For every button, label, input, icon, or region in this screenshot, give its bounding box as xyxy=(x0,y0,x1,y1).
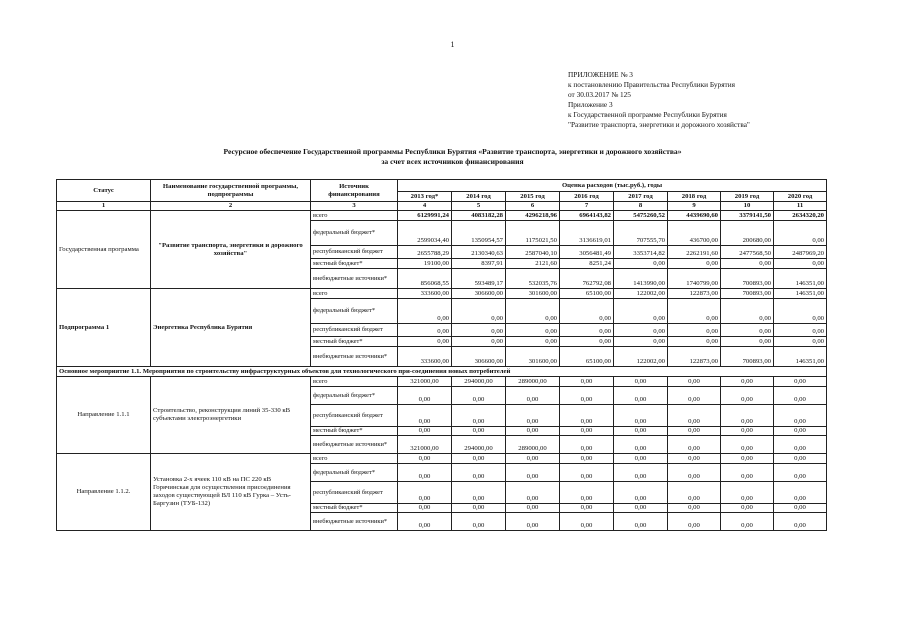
table-row xyxy=(57,454,827,464)
value-cell: 333600,00 xyxy=(398,289,452,299)
value-cell: 0,00 xyxy=(452,337,506,347)
value-cell: 0,00 xyxy=(398,482,452,504)
value-cell: 0,00 xyxy=(774,299,827,324)
value-cell: 0,00 xyxy=(774,504,827,513)
value-cell: 8251,24 xyxy=(560,259,614,269)
value-cell: 707555,70 xyxy=(614,221,668,246)
value-cell: 700893,00 xyxy=(721,347,774,367)
funding-source: всего xyxy=(311,377,398,387)
value-cell: 0,00 xyxy=(452,299,506,324)
value-cell: 0,00 xyxy=(668,299,721,324)
value-cell: 0,00 xyxy=(560,387,614,405)
value-cell: 289000,00 xyxy=(506,377,560,387)
value-cell: 0,00 xyxy=(774,387,827,405)
value-cell: 0,00 xyxy=(721,436,774,454)
value-cell: 0,00 xyxy=(668,454,721,464)
value-cell: 0,00 xyxy=(721,464,774,482)
appendix-line: "Развитие транспорта, энергетики и дорожного хозяйства" xyxy=(568,120,750,129)
value-cell: 0,00 xyxy=(398,299,452,324)
value-cell: 4083182,28 xyxy=(452,211,506,221)
value-cell: 122002,00 xyxy=(614,289,668,299)
value-cell: 0,00 xyxy=(721,427,774,436)
value-cell: 6129991,24 xyxy=(398,211,452,221)
value-cell: 0,00 xyxy=(560,405,614,427)
value-cell: 0,00 xyxy=(721,324,774,337)
funding-source: федеральный бюджет* xyxy=(311,299,398,324)
value-cell: 2599034,40 xyxy=(398,221,452,246)
value-cell: 2487969,20 xyxy=(774,246,827,259)
header-year: 2014 год xyxy=(452,192,506,202)
value-cell: 532035,76 xyxy=(506,269,560,289)
value-cell: 0,00 xyxy=(774,464,827,482)
value-cell: 0,00 xyxy=(506,513,560,531)
header-year: 2016 год xyxy=(560,192,614,202)
header-year: 2020 год xyxy=(774,192,827,202)
value-cell: 0,00 xyxy=(721,377,774,387)
value-cell: 0,00 xyxy=(398,513,452,531)
funding-source: республиканский бюджет xyxy=(311,482,398,504)
title-line-2: за счет всех источников финансирования xyxy=(381,157,524,166)
subprogram-status: Подпрограмма 1 xyxy=(57,289,151,367)
value-cell: 0,00 xyxy=(721,454,774,464)
funding-source: всего xyxy=(311,454,398,464)
value-cell: 0,00 xyxy=(721,513,774,531)
value-cell: 0,00 xyxy=(668,504,721,513)
value-cell: 762792,08 xyxy=(560,269,614,289)
value-cell: 0,00 xyxy=(560,464,614,482)
value-cell: 0,00 xyxy=(452,427,506,436)
value-cell: 0,00 xyxy=(668,387,721,405)
column-number: 5 xyxy=(452,202,506,211)
value-cell: 0,00 xyxy=(452,504,506,513)
value-cell: 0,00 xyxy=(452,513,506,531)
value-cell: 0,00 xyxy=(614,513,668,531)
column-number: 10 xyxy=(721,202,774,211)
table-row xyxy=(57,289,827,299)
appendix-block xyxy=(568,70,898,130)
value-cell: 0,00 xyxy=(398,387,452,405)
direction-status: Направление 1.1.2. xyxy=(57,454,151,531)
direction-name: Установка 2-х ячеек 110 кВ на ПС 220 кВ Горячинская для осуществления присоединения заходов существующей ВЛ 110 кВ Гурка – Усть-Баргузин (ТУБ-132) xyxy=(151,454,311,531)
value-cell: 0,00 xyxy=(560,299,614,324)
value-cell: 0,00 xyxy=(560,427,614,436)
program-name: "Развитие транспорта, энергетики и дорожного хозяйства" xyxy=(151,211,311,289)
value-cell: 0,00 xyxy=(452,387,506,405)
value-cell: 0,00 xyxy=(398,464,452,482)
value-cell: 0,00 xyxy=(506,454,560,464)
value-cell: 200680,00 xyxy=(721,221,774,246)
value-cell: 146351,00 xyxy=(774,289,827,299)
header-year: 2017 год xyxy=(614,192,668,202)
value-cell: 0,00 xyxy=(452,405,506,427)
header-name: Наименование государственной программы, подпрограммы xyxy=(151,180,311,202)
value-cell: 146351,00 xyxy=(774,269,827,289)
value-cell: 0,00 xyxy=(560,513,614,531)
value-cell: 3136619,01 xyxy=(560,221,614,246)
header-row-1 xyxy=(57,180,827,192)
value-cell: 0,00 xyxy=(560,436,614,454)
value-cell: 0,00 xyxy=(721,482,774,504)
value-cell: 301600,00 xyxy=(506,347,560,367)
appendix-line: к постановлению Правительства Республики Бурятия xyxy=(568,80,736,89)
funding-source: республиканский бюджет xyxy=(311,246,398,259)
funding-source: республиканский бюджет xyxy=(311,405,398,427)
value-cell: 2130340,63 xyxy=(452,246,506,259)
funding-source: федеральный бюджет* xyxy=(311,464,398,482)
value-cell: 289000,00 xyxy=(506,436,560,454)
value-cell: 1350954,57 xyxy=(452,221,506,246)
value-cell: 0,00 xyxy=(721,387,774,405)
value-cell: 0,00 xyxy=(560,337,614,347)
funding-source: всего xyxy=(311,289,398,299)
section-title: Основное мероприятие 1.1. Мероприятия по строительству инфраструктурных объектов для технологического при-соединения новых потребителей xyxy=(57,367,827,377)
value-cell: 0,00 xyxy=(506,405,560,427)
value-cell: 0,00 xyxy=(506,464,560,482)
value-cell: 0,00 xyxy=(506,427,560,436)
column-number: 1 xyxy=(57,202,151,211)
value-cell: 0,00 xyxy=(398,504,452,513)
header-year: 2015 год xyxy=(506,192,560,202)
value-cell: 65100,00 xyxy=(560,347,614,367)
value-cell: 700893,00 xyxy=(721,269,774,289)
value-cell: 436700,00 xyxy=(668,221,721,246)
funding-source: федеральный бюджет* xyxy=(311,221,398,246)
value-cell: 0,00 xyxy=(721,337,774,347)
column-number: 8 xyxy=(614,202,668,211)
value-cell: 0,00 xyxy=(774,324,827,337)
value-cell: 0,00 xyxy=(668,337,721,347)
subprogram-name: Энергетика Республика Бурятия xyxy=(151,289,311,367)
value-cell: 321000,00 xyxy=(398,436,452,454)
value-cell: 0,00 xyxy=(560,482,614,504)
value-cell: 0,00 xyxy=(614,337,668,347)
value-cell: 2121,60 xyxy=(506,259,560,269)
table-row xyxy=(57,377,827,387)
header-year: 2018 год xyxy=(668,192,721,202)
value-cell: 0,00 xyxy=(560,377,614,387)
value-cell: 122873,00 xyxy=(668,347,721,367)
value-cell: 0,00 xyxy=(506,324,560,337)
value-cell: 0,00 xyxy=(774,259,827,269)
value-cell: 306600,00 xyxy=(452,347,506,367)
value-cell: 5475260,52 xyxy=(614,211,668,221)
appendix-line: Приложение 3 xyxy=(568,100,613,109)
header-year: 2019 год xyxy=(721,192,774,202)
value-cell: 2655788,29 xyxy=(398,246,452,259)
appendix-line: к Государственной программе Республики Бурятия xyxy=(568,110,727,119)
resource-table xyxy=(56,179,827,531)
column-number: 6 xyxy=(506,202,560,211)
value-cell: 0,00 xyxy=(506,504,560,513)
value-cell: 2587040,10 xyxy=(506,246,560,259)
value-cell: 0,00 xyxy=(452,454,506,464)
value-cell: 0,00 xyxy=(560,324,614,337)
value-cell: 0,00 xyxy=(506,387,560,405)
value-cell: 0,00 xyxy=(774,427,827,436)
value-cell: 294000,00 xyxy=(452,436,506,454)
funding-source: местный бюджет* xyxy=(311,504,398,513)
value-cell: 122873,00 xyxy=(668,289,721,299)
value-cell: 0,00 xyxy=(614,405,668,427)
direction-status: Направление 1.1.1 xyxy=(57,377,151,454)
value-cell: 0,00 xyxy=(614,299,668,324)
column-number: 4 xyxy=(398,202,452,211)
value-cell: 0,00 xyxy=(774,482,827,504)
value-cell: 0,00 xyxy=(774,337,827,347)
value-cell: 0,00 xyxy=(398,454,452,464)
document-title xyxy=(0,147,905,167)
funding-source: внебюджетные источники* xyxy=(311,347,398,367)
value-cell: 0,00 xyxy=(506,337,560,347)
value-cell: 2477568,50 xyxy=(721,246,774,259)
value-cell: 306600,00 xyxy=(452,289,506,299)
value-cell: 294000,00 xyxy=(452,377,506,387)
value-cell: 321000,00 xyxy=(398,377,452,387)
value-cell: 1740799,00 xyxy=(668,269,721,289)
value-cell: 0,00 xyxy=(614,387,668,405)
funding-source: всего xyxy=(311,211,398,221)
funding-source: внебюджетные источники* xyxy=(311,513,398,531)
value-cell: 0,00 xyxy=(721,504,774,513)
value-cell: 0,00 xyxy=(506,299,560,324)
value-cell: 0,00 xyxy=(668,513,721,531)
value-cell: 0,00 xyxy=(774,454,827,464)
value-cell: 0,00 xyxy=(774,513,827,531)
direction-name: Строительство, реконструкция линий 35-330 кВ субъектами электроэнергетики xyxy=(151,377,311,454)
value-cell: 4296218,96 xyxy=(506,211,560,221)
value-cell: 0,00 xyxy=(668,464,721,482)
value-cell: 0,00 xyxy=(560,454,614,464)
value-cell: 700893,00 xyxy=(721,289,774,299)
column-number: 3 xyxy=(311,202,398,211)
value-cell: 0,00 xyxy=(452,324,506,337)
section-row xyxy=(57,367,827,377)
value-cell: 0,00 xyxy=(774,436,827,454)
table-row xyxy=(57,211,827,221)
page-number: 1 xyxy=(450,40,455,49)
appendix-line: от 30.03.2017 № 125 xyxy=(568,90,631,99)
value-cell: 0,00 xyxy=(668,259,721,269)
value-cell: 593489,17 xyxy=(452,269,506,289)
value-cell: 3379141,50 xyxy=(721,211,774,221)
value-cell: 0,00 xyxy=(668,324,721,337)
header-estimate: Оценка расходов (тыс.руб.), годы xyxy=(398,180,827,192)
value-cell: 3056481,49 xyxy=(560,246,614,259)
value-cell: 0,00 xyxy=(614,324,668,337)
funding-source: федеральный бюджет* xyxy=(311,387,398,405)
program-status: Государственная программа xyxy=(57,211,151,289)
value-cell: 4439690,60 xyxy=(668,211,721,221)
value-cell: 333600,00 xyxy=(398,347,452,367)
value-cell: 0,00 xyxy=(614,377,668,387)
value-cell: 19100,00 xyxy=(398,259,452,269)
value-cell: 0,00 xyxy=(614,259,668,269)
value-cell: 0,00 xyxy=(721,299,774,324)
value-cell: 0,00 xyxy=(398,427,452,436)
funding-source: республиканский бюджет xyxy=(311,324,398,337)
funding-source: внебюджетные источники* xyxy=(311,436,398,454)
value-cell: 0,00 xyxy=(614,436,668,454)
value-cell: 0,00 xyxy=(398,337,452,347)
header-status: Статус xyxy=(57,180,151,202)
value-cell: 0,00 xyxy=(614,504,668,513)
title-line-1: Ресурсное обеспечение Государственной программы Республики Бурятия «Развитие транспорта, энергетики и дорожного хозяйства» xyxy=(223,147,682,156)
funding-source: местный бюджет* xyxy=(311,337,398,347)
value-cell: 856068,55 xyxy=(398,269,452,289)
value-cell: 0,00 xyxy=(668,436,721,454)
value-cell: 0,00 xyxy=(668,482,721,504)
value-cell: 65100,00 xyxy=(560,289,614,299)
header-year: 2013 год* xyxy=(398,192,452,202)
value-cell: 0,00 xyxy=(452,482,506,504)
value-cell: 3353714,82 xyxy=(614,246,668,259)
funding-source: внебюджетные источники* xyxy=(311,269,398,289)
value-cell: 122002,00 xyxy=(614,347,668,367)
value-cell: 0,00 xyxy=(614,482,668,504)
value-cell: 0,00 xyxy=(668,377,721,387)
value-cell: 2262191,60 xyxy=(668,246,721,259)
value-cell: 0,00 xyxy=(668,405,721,427)
value-cell: 0,00 xyxy=(721,259,774,269)
funding-source: местный бюджет* xyxy=(311,427,398,436)
value-cell: 0,00 xyxy=(398,405,452,427)
value-cell: 1413990,00 xyxy=(614,269,668,289)
value-cell: 2634320,20 xyxy=(774,211,827,221)
funding-source: местный бюджет* xyxy=(311,259,398,269)
value-cell: 6964143,82 xyxy=(560,211,614,221)
header-row-numbers xyxy=(57,202,827,211)
value-cell: 0,00 xyxy=(614,427,668,436)
appendix-line: ПРИЛОЖЕНИЕ № 3 xyxy=(568,70,633,79)
value-cell: 0,00 xyxy=(398,324,452,337)
value-cell: 0,00 xyxy=(668,427,721,436)
value-cell: 0,00 xyxy=(506,482,560,504)
value-cell: 8397,91 xyxy=(452,259,506,269)
value-cell: 0,00 xyxy=(721,405,774,427)
column-number: 11 xyxy=(774,202,827,211)
value-cell: 0,00 xyxy=(774,377,827,387)
column-number: 7 xyxy=(560,202,614,211)
column-number: 2 xyxy=(151,202,311,211)
value-cell: 0,00 xyxy=(452,464,506,482)
value-cell: 0,00 xyxy=(614,464,668,482)
value-cell: 0,00 xyxy=(774,221,827,246)
value-cell: 1175021,50 xyxy=(506,221,560,246)
value-cell: 146351,00 xyxy=(774,347,827,367)
value-cell: 0,00 xyxy=(614,454,668,464)
value-cell: 301600,00 xyxy=(506,289,560,299)
value-cell: 0,00 xyxy=(774,405,827,427)
column-number: 9 xyxy=(668,202,721,211)
value-cell: 0,00 xyxy=(560,504,614,513)
header-source: Источник финансирования xyxy=(311,180,398,202)
